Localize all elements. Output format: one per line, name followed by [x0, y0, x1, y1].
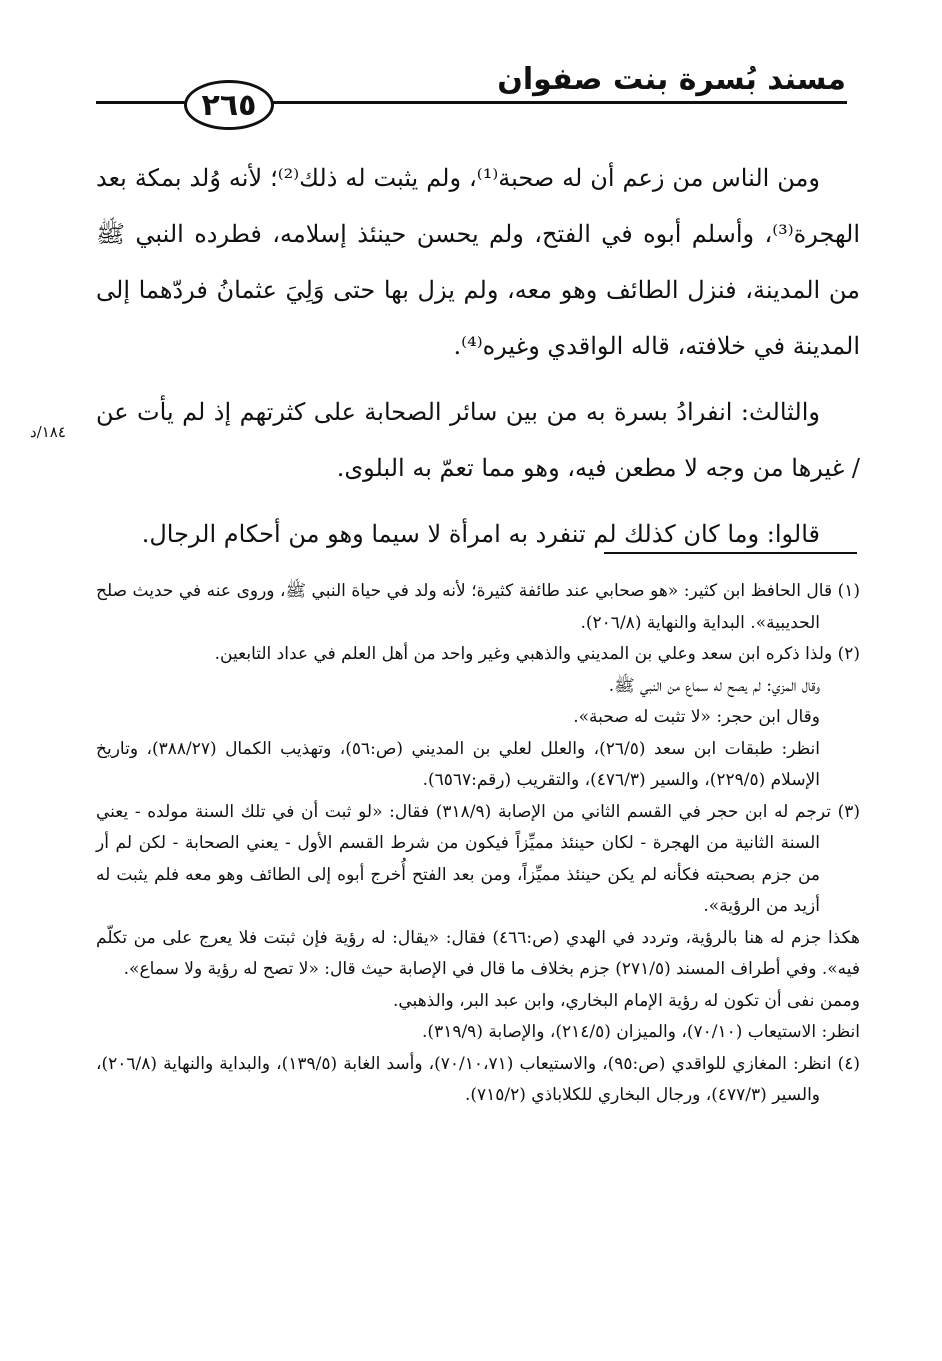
- main-text: [96, 150, 860, 562]
- running-header-title: مسند بُسرة بنت صفوان: [497, 62, 846, 97]
- footnote-3-continuation: وممن نفى أن تكون له رؤية الإمام البخاري، وابن عبد البر، والذهبي.: [392, 990, 860, 1011]
- main-paragraph: قالوا: وما كان كذلك لم تنفرد به امرأة لا سيما وهو من أحكام الرجال.: [141, 520, 820, 548]
- main-paragraph: والثالث: انفرادُ بسرة به من بين سائر الصحابة على كثرتهم إذ لم يأت عن / غيرها من وجه لا مطعن فيه، وهو مما تعمّ به البلوى.: [96, 398, 860, 482]
- footnote-1: (١) قال الحافظ ابن كثير: «هو صحابي عند طائفة كثيرة؛ لأنه ولد في حياة النبي ﷺ، وروى عنه في حديث صلح الحديبية». البداية والنهاية (٢٠٦/٨).: [96, 581, 860, 633]
- page-number-oval: [184, 80, 274, 130]
- manuscript-margin-note: ١٨٤/د: [30, 423, 66, 441]
- footnote-4: (٤) انظر: المغازي للواقدي (ص:٩٥)، والاستيعاب (٧٠/١٠،٧١)، وأسد الغابة (١٣٩/٥)، والبداية والنهاية (٢٠٦/٨)، والسير (٤٧٧/٣)، ورجال البخاري للكلاباذي (٧١٥/٢).: [96, 1053, 861, 1105]
- footnote-2-references: انظر: طبقات ابن سعد (٢٦/٥)، والعلل لعلي بن المديني (ص:٥٦)، وتهذيب الكمال (٣٨٨/٢٧)، وتاريخ الإسلام (٢٢٩/٥)، والسير (٤٧٦/٣)، والتقريب (رقم:٦٥٦٧).: [96, 738, 821, 790]
- footnote-separator: [604, 552, 857, 554]
- footnotes: [96, 576, 860, 1112]
- footnote-2-line: وقال ابن حجر: «لا تثبت له صحبة».: [573, 707, 820, 727]
- page-number: ٢٦٥: [201, 87, 257, 123]
- footnote-3: (٣) ترجم له ابن حجر في القسم الثاني من الإصابة (٣١٨/٩) فقال: «لو ثبت أن في تلك السنة مولده - يعني السنة الثانية من الهجرة - لكان حينئذ مميِّزاً فيكون من شرط القسم الأول - يعني الصحابة - لكن لم أر من جزم بصحبته فكأنه لم يكن حينئذ مميِّزاً، ومن بعد الفتح أُخرج أبوه إلى الطائف وهو معه فلم يثبت له أزيد من الرؤية».: [96, 801, 861, 916]
- footnote-3-continuation: هكذا جزم له هنا بالرؤية، وتردد في الهدي (ص:٤٦٦) فقال: «يقال: له رؤية فإن ثبتت فلا يعرج على من تكلّم فيه». وفي أطراف المسند (٢٧١/٥) جزم بخلاف ما قال في الإصابة حيث قال: «لا تصح له رؤية ولا سماع».: [96, 927, 860, 979]
- footnote-3-references: انظر: الاستيعاب (٧٠/١٠)، والميزان (٢١٤/٥)، والإصابة (٣١٩/٩).: [422, 1022, 860, 1042]
- main-paragraph: ومن الناس من زعم أن له صحبة⁽¹⁾، ولم يثبت له ذلك⁽²⁾؛ لأنه وُلد بمكة بعد الهجرة⁽³⁾، وأسلم أبوه في الفتح، ولم يحسن حينئذ إسلامه، فطرده النبي ﷺ من المدينة، فنزل الطائف وهو معه، ولم يزل بها حتى وَلِيَ عثمانُ فردّهما إلى المدينة في خلافته، قاله الواقدي وغيره⁽⁴⁾.: [96, 164, 860, 360]
- footnote-2: (٢) ولذا ذكره ابن سعد وعلي بن المديني والذهبي وغير واحد من أهل العلم في عداد التابعين.: [214, 644, 860, 664]
- footnote-2-line: وقال المزي: لم يصح له سماع من النبي ﷺ.: [608, 675, 820, 696]
